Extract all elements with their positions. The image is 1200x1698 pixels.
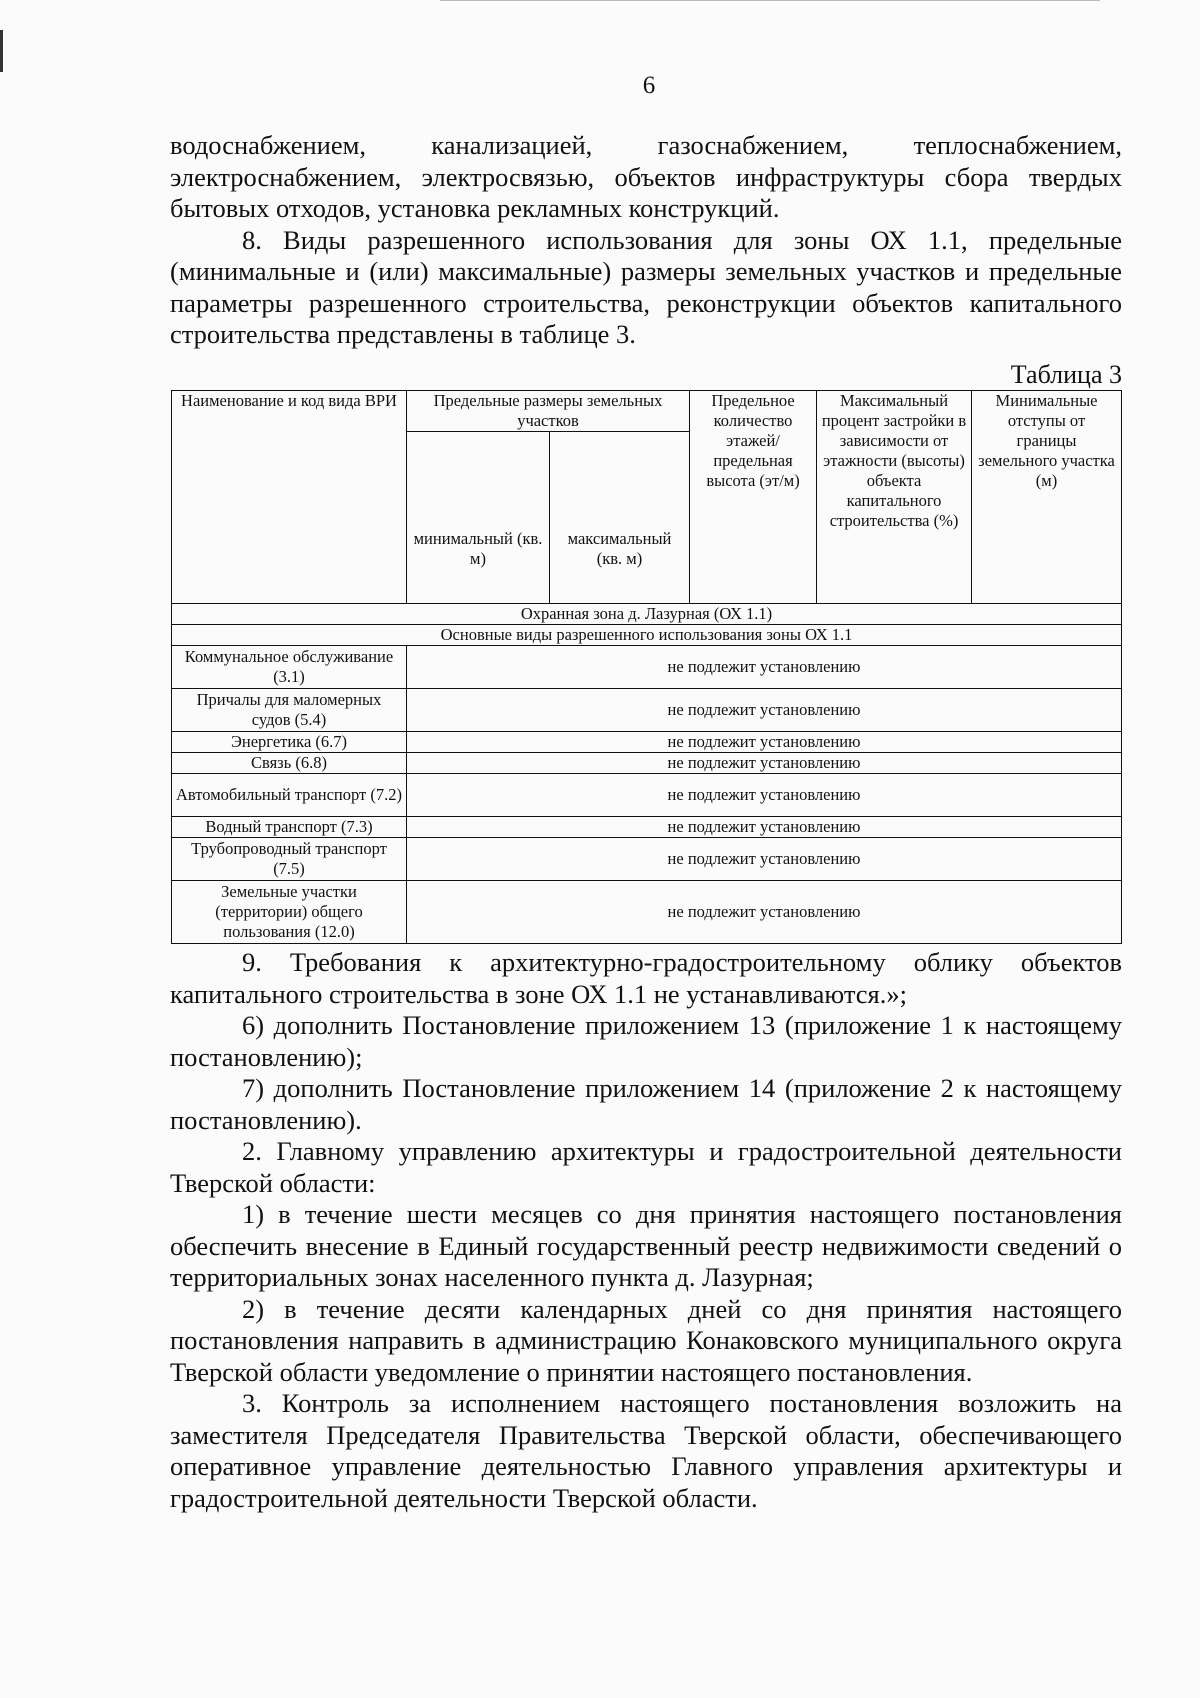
row-value: не подлежит установлению	[407, 774, 1122, 817]
header-percent: Максимальный процент застройки в зависимости от этажности (высоты) объекта капитального строительства (%)	[817, 391, 972, 604]
row-value: не подлежит установлению	[407, 817, 1122, 838]
section-2-item-1: 1) в течение шести месяцев со дня принятия настоящего постановления обеспечить внесение в Единый государственный реестр недвижимости сведений о территориальных зонах населенного пункта д. Лазурная;	[170, 1199, 1122, 1292]
zone-title-row	[172, 604, 1122, 625]
row-name: Энергетика (6.7)	[172, 732, 407, 753]
table-row	[172, 774, 1122, 817]
table-row	[172, 881, 1122, 944]
section-title-row	[172, 625, 1122, 646]
table-row	[172, 753, 1122, 774]
scan-edge-mark	[0, 30, 3, 72]
paragraph-continuation: водоснабжением, канализацией, газоснабжением, теплоснабжением, электроснабжением, электросвязью, объектов инфраструктуры сбора твердых бытовых отходов, установка рекламных конструкций.	[170, 130, 1122, 223]
row-name: Связь (6.8)	[172, 753, 407, 774]
table-row	[172, 838, 1122, 881]
row-value: не подлежит установлению	[407, 646, 1122, 689]
table-caption: Таблица 3	[1010, 360, 1122, 389]
section-title: Основные виды разрешенного использования зоны ОХ 1.1	[172, 625, 1122, 646]
row-value: не подлежит установлению	[407, 732, 1122, 753]
header-min: минимальный (кв. м)	[407, 432, 550, 604]
header-name: Наименование и код вида ВРИ	[172, 391, 407, 604]
paragraph-8: 8. Виды разрешенного использования для зоны ОХ 1.1, предельные (минимальные и (или) максимальные) размеры земельных участков и предельные параметры разрешенного строительства, реконструкции объектов капитального строительства представлены в таблице 3.	[170, 224, 1122, 349]
row-value: не подлежит установлению	[407, 689, 1122, 732]
table-row	[172, 817, 1122, 838]
item-6: 6) дополнить Постановление приложением 13 (приложение 1 к настоящему постановлению);	[170, 1010, 1122, 1072]
row-name: Водный транспорт (7.3)	[172, 817, 407, 838]
row-name: Трубопроводный транспорт (7.5)	[172, 838, 407, 881]
header-sizes: Предельные размеры земельных участков	[407, 391, 690, 432]
section-3: 3. Контроль за исполнением настоящего постановления возложить на заместителя Председателя Правительства Тверской области, обеспечивающего оперативное управление деятельностью Главного управления архитектуры и градостроительной деятельности Тверской области.	[170, 1388, 1122, 1513]
header-floors: Предельное количество этажей/ предельная высота (эт/м)	[690, 391, 817, 604]
table-header-row	[172, 391, 1122, 432]
row-value: не подлежит установлению	[407, 881, 1122, 944]
section-2-item-2: 2) в течение десяти календарных дней со дня принятия настоящего постановления направить в администрацию Конаковского муниципального округа Тверской области уведомление о принятии настоящего постановления.	[170, 1293, 1122, 1387]
table-row	[172, 689, 1122, 732]
zone-title: Охранная зона д. Лазурная (ОХ 1.1)	[172, 604, 1122, 625]
paragraph-9: 9. Требования к архитектурно-градостроительному облику объектов капитального строительства в зоне ОХ 1.1 не устанавливаются.»;	[170, 947, 1122, 1009]
header-max: максимальный (кв. м)	[550, 432, 690, 604]
row-value: не подлежит установлению	[407, 838, 1122, 881]
row-name: Земельные участки (территории) общего пользования (12.0)	[172, 881, 407, 944]
page-number: 6	[642, 72, 656, 99]
table-row	[172, 646, 1122, 689]
intro-text	[170, 130, 1122, 351]
closing-text	[170, 947, 1122, 1514]
row-name: Коммунальное обслуживание (3.1)	[172, 646, 407, 689]
section-2: 2. Главному управлению архитектуры и градостроительной деятельности Тверской области:	[170, 1136, 1122, 1198]
item-7: 7) дополнить Постановление приложением 14 (приложение 2 к настоящему постановлению).	[170, 1073, 1122, 1135]
row-name: Причалы для маломерных судов (5.4)	[172, 689, 407, 732]
scan-edge-line	[440, 0, 1100, 1]
table-row	[172, 732, 1122, 753]
row-value: не подлежит установлению	[407, 753, 1122, 774]
header-setbacks: Минимальные отступы от границы земельного участка (м)	[972, 391, 1122, 604]
row-name: Автомобильный транспорт (7.2)	[172, 774, 407, 817]
permitted-use-table	[171, 390, 1122, 944]
